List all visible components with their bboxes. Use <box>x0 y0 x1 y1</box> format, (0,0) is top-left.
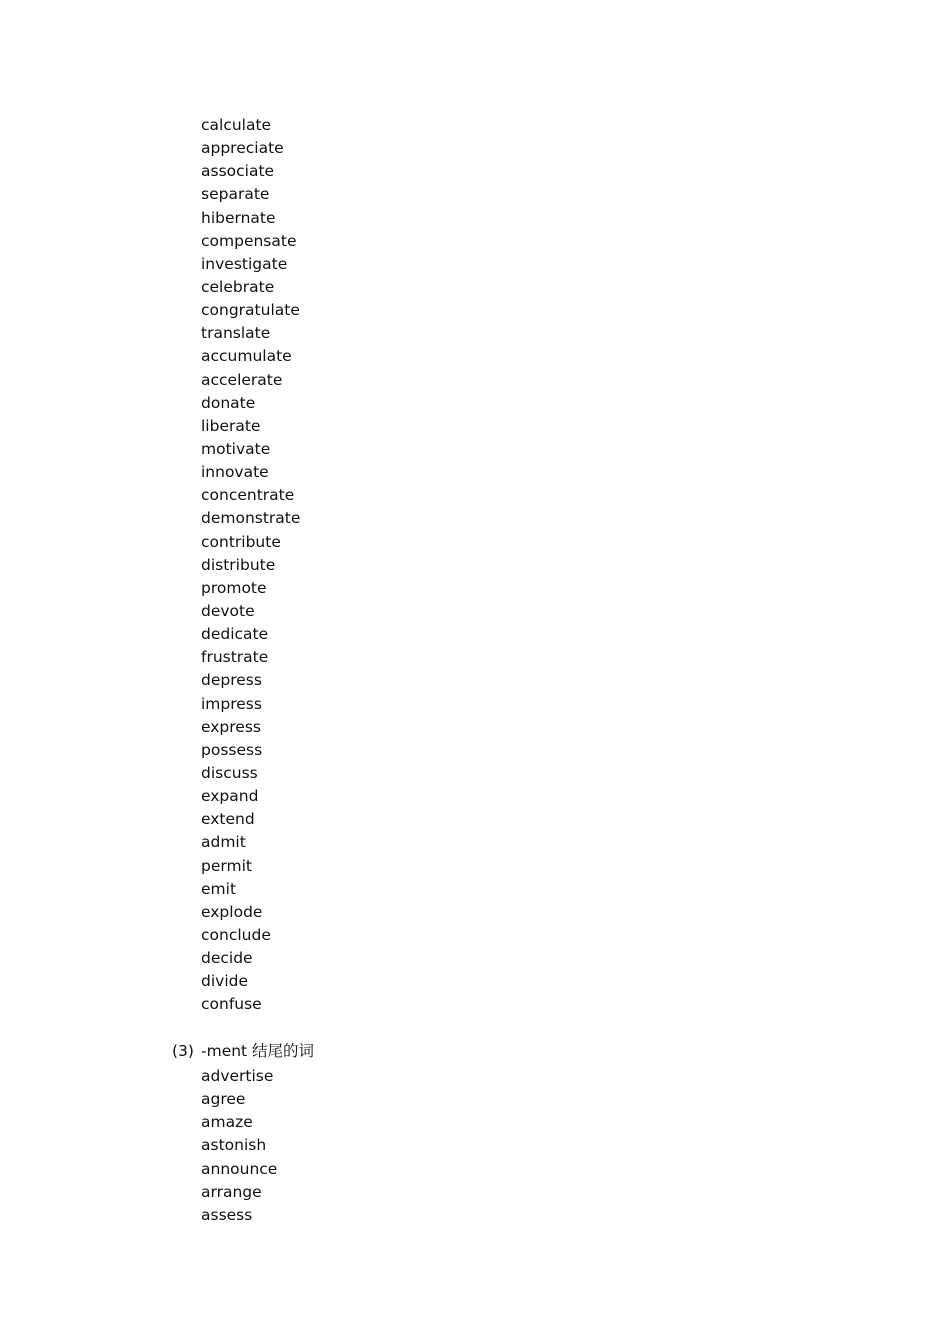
list-item: emit <box>201 879 237 898</box>
list-item: explode <box>201 902 263 921</box>
list-item: celebrate <box>201 277 275 296</box>
list-item: separate <box>201 185 270 204</box>
list-item: possess <box>201 740 263 759</box>
list-item: promote <box>201 578 267 597</box>
list-item: translate <box>201 324 271 343</box>
list-item: hibernate <box>201 208 276 227</box>
list-item: accelerate <box>201 370 283 389</box>
list-item: amaze <box>201 1113 253 1132</box>
word-list-ment <box>201 1065 277 1227</box>
word-list-ate <box>201 114 300 1016</box>
list-item: divide <box>201 972 248 991</box>
list-item: assess <box>201 1205 253 1224</box>
list-item: liberate <box>201 416 261 435</box>
list-item: conclude <box>201 925 271 944</box>
section-title: -ment 结尾的词 <box>201 1042 315 1060</box>
list-item: distribute <box>201 555 276 574</box>
list-item: arrange <box>201 1182 262 1201</box>
list-item: accumulate <box>201 347 292 366</box>
list-item: discuss <box>201 763 258 782</box>
list-item: decide <box>201 949 253 968</box>
list-item: advertise <box>201 1067 274 1085</box>
section-number: (3) <box>172 1042 194 1060</box>
list-item: dedicate <box>201 625 269 644</box>
list-item: innovate <box>201 463 269 482</box>
list-item: concentrate <box>201 486 295 505</box>
list-item: depress <box>201 671 262 690</box>
list-item: extend <box>201 810 255 829</box>
list-item: appreciate <box>201 139 284 158</box>
list-item: contribute <box>201 532 281 551</box>
list-item: compensate <box>201 231 297 250</box>
list-item: announce <box>201 1159 278 1178</box>
list-item: donate <box>201 393 256 412</box>
list-item: express <box>201 717 261 736</box>
list-item: permit <box>201 856 252 875</box>
list-item: congratulate <box>201 301 300 320</box>
list-item: astonish <box>201 1136 267 1155</box>
list-item: expand <box>201 787 259 806</box>
list-item: calculate <box>201 116 272 134</box>
list-item: admit <box>201 833 246 852</box>
list-item: motivate <box>201 439 271 458</box>
list-item: associate <box>201 162 275 181</box>
list-item: confuse <box>201 995 262 1014</box>
section-heading-ment <box>172 1040 314 1063</box>
list-item: devote <box>201 601 255 620</box>
list-item: impress <box>201 694 262 713</box>
list-item: investigate <box>201 254 288 273</box>
list-item: demonstrate <box>201 509 301 528</box>
list-item: frustrate <box>201 648 269 667</box>
list-item: agree <box>201 1090 246 1109</box>
